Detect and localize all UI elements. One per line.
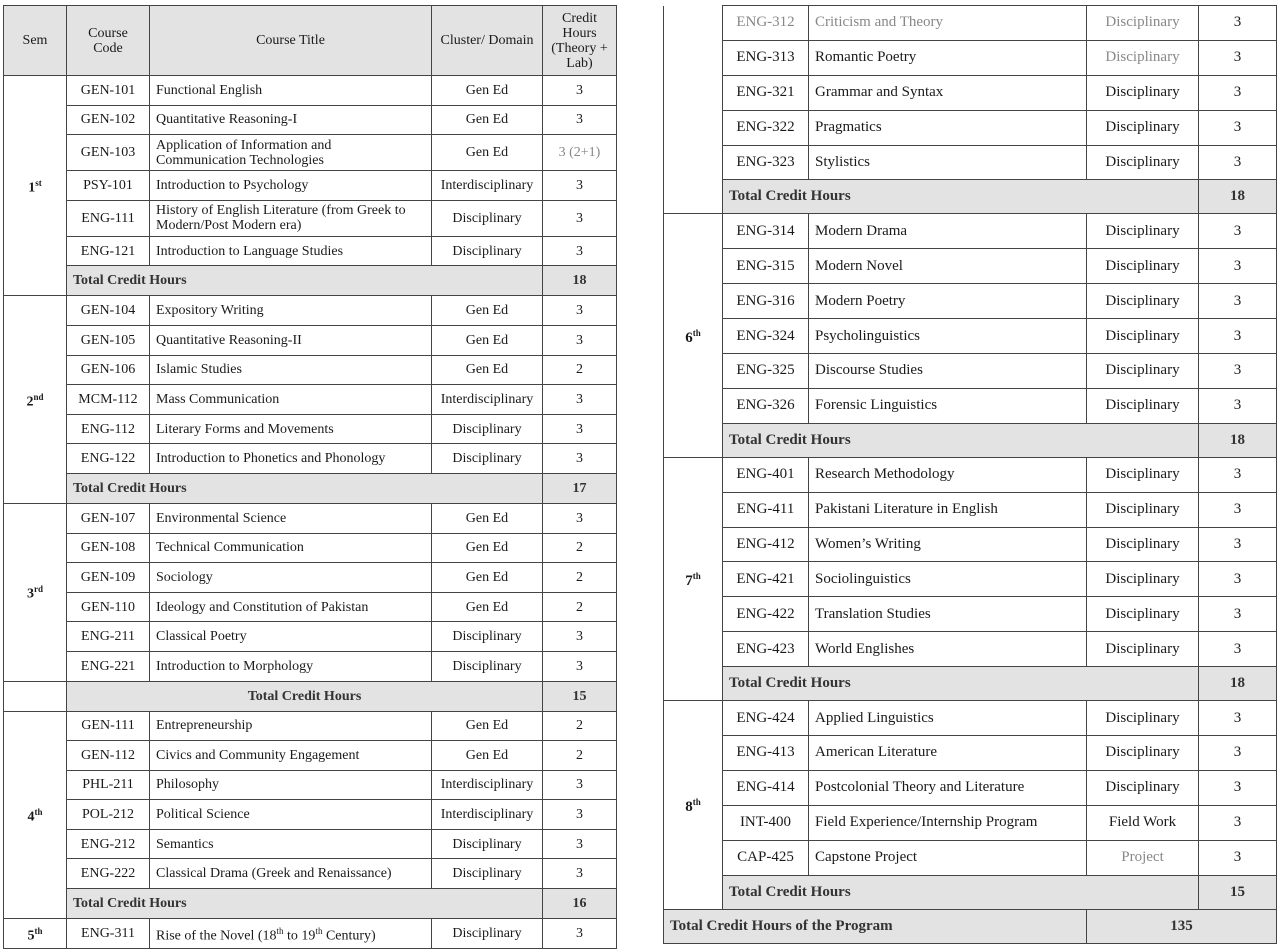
course-cluster: Gen Ed bbox=[432, 135, 543, 171]
course-cluster: Field Work bbox=[1087, 805, 1199, 840]
course-code: ENG-424 bbox=[723, 701, 809, 736]
course-title: Modern Poetry bbox=[809, 284, 1087, 319]
course-code: ENG-111 bbox=[67, 200, 150, 236]
course-cluster: Disciplinary bbox=[1087, 770, 1199, 805]
course-title: Women’s Writing bbox=[809, 527, 1087, 562]
total-value: 18 bbox=[1199, 180, 1277, 214]
course-credit: 3 bbox=[1199, 562, 1277, 597]
total-value: 15 bbox=[543, 681, 617, 711]
course-cluster: Interdisciplinary bbox=[432, 171, 543, 201]
course-title: Introduction to Psychology bbox=[150, 171, 432, 201]
semester-label: 6th bbox=[664, 214, 723, 457]
course-title: Modern Drama bbox=[809, 214, 1087, 249]
course-cluster: Disciplinary bbox=[432, 200, 543, 236]
course-code: ENG-321 bbox=[723, 75, 809, 110]
table-row bbox=[4, 770, 617, 800]
course-credit: 3 bbox=[543, 76, 617, 106]
table-row bbox=[4, 859, 617, 889]
course-code: GEN-111 bbox=[67, 711, 150, 741]
total-label: Total Credit Hours bbox=[723, 423, 1199, 457]
table-header-row bbox=[4, 6, 617, 76]
course-cluster: Disciplinary bbox=[1087, 145, 1199, 180]
table-row bbox=[4, 800, 617, 830]
curriculum-table-right bbox=[663, 5, 1277, 944]
course-cluster: Gen Ed bbox=[432, 325, 543, 355]
course-code: ENG-312 bbox=[723, 6, 809, 41]
course-credit: 3 bbox=[543, 829, 617, 859]
table-row bbox=[664, 701, 1277, 736]
table-row bbox=[4, 236, 617, 266]
total-label: Total Credit Hours bbox=[67, 266, 543, 296]
total-value: 18 bbox=[1199, 423, 1277, 457]
total-label: Total Credit Hours bbox=[67, 889, 543, 919]
course-cluster: Disciplinary bbox=[1087, 597, 1199, 632]
course-cluster: Disciplinary bbox=[432, 829, 543, 859]
course-title: Criticism and Theory bbox=[809, 6, 1087, 41]
course-title: Capstone Project bbox=[809, 840, 1087, 875]
course-cluster: Disciplinary bbox=[1087, 284, 1199, 319]
table-row bbox=[664, 457, 1277, 492]
course-credit: 3 bbox=[543, 105, 617, 135]
table-row bbox=[664, 110, 1277, 145]
course-code: ENG-325 bbox=[723, 354, 809, 389]
course-cluster: Disciplinary bbox=[432, 622, 543, 652]
course-credit: 3 bbox=[1199, 319, 1277, 354]
course-code: ENG-322 bbox=[723, 110, 809, 145]
course-credit: 3 bbox=[543, 444, 617, 474]
course-credit: 3 bbox=[1199, 527, 1277, 562]
semester-label: 4th bbox=[4, 711, 67, 919]
semester-label: 1st bbox=[4, 76, 67, 296]
course-code: GEN-107 bbox=[67, 503, 150, 533]
course-cluster: Disciplinary bbox=[1087, 736, 1199, 771]
course-title: Translation Studies bbox=[809, 597, 1087, 632]
course-cluster: Gen Ed bbox=[432, 711, 543, 741]
table-row bbox=[4, 533, 617, 563]
table-row bbox=[4, 325, 617, 355]
course-code: ENG-221 bbox=[67, 651, 150, 681]
course-code: ENG-412 bbox=[723, 527, 809, 562]
course-credit: 3 bbox=[543, 171, 617, 201]
course-cluster: Disciplinary bbox=[432, 414, 543, 444]
course-credit: 3 bbox=[543, 296, 617, 326]
course-title: Introduction to Phonetics and Phonology bbox=[150, 444, 432, 474]
table-row bbox=[4, 135, 617, 171]
course-title: Entrepreneurship bbox=[150, 711, 432, 741]
course-credit: 3 bbox=[543, 414, 617, 444]
course-code: ENG-411 bbox=[723, 492, 809, 527]
table-row bbox=[4, 741, 617, 771]
course-cluster: Disciplinary bbox=[1087, 701, 1199, 736]
course-title: Grammar and Syntax bbox=[809, 75, 1087, 110]
semester-total-row bbox=[664, 180, 1277, 214]
table-row bbox=[4, 711, 617, 741]
course-credit: 3 bbox=[1199, 388, 1277, 423]
table-row bbox=[4, 563, 617, 593]
total-label: Total Credit Hours bbox=[67, 473, 543, 503]
course-title: Applied Linguistics bbox=[809, 701, 1087, 736]
table-row bbox=[4, 829, 617, 859]
table-row bbox=[4, 76, 617, 106]
program-total-row bbox=[664, 909, 1277, 943]
course-code: ENG-414 bbox=[723, 770, 809, 805]
course-credit: 3 bbox=[543, 651, 617, 681]
course-code: ENG-326 bbox=[723, 388, 809, 423]
course-code: ENG-211 bbox=[67, 622, 150, 652]
course-credit: 3 bbox=[1199, 354, 1277, 389]
table-row bbox=[664, 249, 1277, 284]
table-row bbox=[664, 40, 1277, 75]
course-cluster: Gen Ed bbox=[432, 503, 543, 533]
course-code: GEN-105 bbox=[67, 325, 150, 355]
total-label: Total Credit Hours bbox=[723, 180, 1199, 214]
course-cluster: Disciplinary bbox=[1087, 457, 1199, 492]
course-title: Literary Forms and Movements bbox=[150, 414, 432, 444]
table-row bbox=[4, 385, 617, 415]
course-code: ENG-311 bbox=[67, 919, 150, 949]
course-title: Romantic Poetry bbox=[809, 40, 1087, 75]
course-title: History of English Literature (from Greek to Modern/Post Modern era) bbox=[150, 200, 432, 236]
course-title: Classical Drama (Greek and Renaissance) bbox=[150, 859, 432, 889]
course-credit: 3 bbox=[1199, 770, 1277, 805]
semester-total-row bbox=[4, 681, 617, 711]
course-title: Political Science bbox=[150, 800, 432, 830]
course-cluster: Gen Ed bbox=[432, 296, 543, 326]
total-value: 18 bbox=[1199, 667, 1277, 701]
course-cluster: Disciplinary bbox=[1087, 562, 1199, 597]
course-title: Modern Novel bbox=[809, 249, 1087, 284]
course-cluster: Disciplinary bbox=[432, 236, 543, 266]
course-code: GEN-101 bbox=[67, 76, 150, 106]
course-code: ENG-421 bbox=[723, 562, 809, 597]
course-credit: 3 bbox=[1199, 214, 1277, 249]
course-title: Civics and Community Engagement bbox=[150, 741, 432, 771]
course-cluster: Disciplinary bbox=[1087, 249, 1199, 284]
table-row bbox=[4, 171, 617, 201]
table-row bbox=[4, 200, 617, 236]
course-credit: 3 bbox=[1199, 40, 1277, 75]
table-row bbox=[664, 770, 1277, 805]
semester-label: 2nd bbox=[4, 296, 67, 504]
table-row bbox=[664, 492, 1277, 527]
table-row bbox=[664, 75, 1277, 110]
course-title: Introduction to Morphology bbox=[150, 651, 432, 681]
course-code: ENG-121 bbox=[67, 236, 150, 266]
course-code: ENG-122 bbox=[67, 444, 150, 474]
course-credit: 3 bbox=[1199, 736, 1277, 771]
course-title: Islamic Studies bbox=[150, 355, 432, 385]
course-credit: 3 bbox=[543, 770, 617, 800]
course-cluster: Disciplinary bbox=[1087, 319, 1199, 354]
course-title: Application of Information and Communication Technologies bbox=[150, 135, 432, 171]
table-row bbox=[4, 622, 617, 652]
semester-label: 8th bbox=[664, 701, 723, 909]
table-row bbox=[664, 145, 1277, 180]
course-cluster: Disciplinary bbox=[1087, 354, 1199, 389]
course-credit: 3 bbox=[1199, 6, 1277, 41]
table-row bbox=[664, 214, 1277, 249]
table-row bbox=[664, 6, 1277, 41]
course-title: Quantitative Reasoning-II bbox=[150, 325, 432, 355]
header-sem: Sem bbox=[4, 6, 67, 76]
course-code: GEN-102 bbox=[67, 105, 150, 135]
course-credit: 2 bbox=[543, 592, 617, 622]
course-code: PSY-101 bbox=[67, 171, 150, 201]
course-title: Psycholinguistics bbox=[809, 319, 1087, 354]
course-credit: 3 bbox=[1199, 457, 1277, 492]
course-code: GEN-104 bbox=[67, 296, 150, 326]
course-credit: 3 bbox=[1199, 805, 1277, 840]
course-code: GEN-108 bbox=[67, 533, 150, 563]
course-title: Classical Poetry bbox=[150, 622, 432, 652]
course-title: Forensic Linguistics bbox=[809, 388, 1087, 423]
course-code: ENG-323 bbox=[723, 145, 809, 180]
course-credit: 3 bbox=[1199, 840, 1277, 875]
course-credit: 3 bbox=[543, 200, 617, 236]
course-code: ENG-212 bbox=[67, 829, 150, 859]
total-value: 16 bbox=[543, 889, 617, 919]
program-total-value: 135 bbox=[1087, 909, 1277, 943]
course-code: GEN-110 bbox=[67, 592, 150, 622]
course-credit: 3 bbox=[1199, 632, 1277, 667]
course-credit: 3 bbox=[1199, 284, 1277, 319]
total-value: 17 bbox=[543, 473, 617, 503]
course-code: PHL-211 bbox=[67, 770, 150, 800]
semester-total-row bbox=[664, 667, 1277, 701]
course-title: Discourse Studies bbox=[809, 354, 1087, 389]
semester-total-row bbox=[664, 423, 1277, 457]
course-title: Technical Communication bbox=[150, 533, 432, 563]
course-title: Philosophy bbox=[150, 770, 432, 800]
course-title: Pragmatics bbox=[809, 110, 1087, 145]
course-code: POL-212 bbox=[67, 800, 150, 830]
course-credit: 3 bbox=[1199, 249, 1277, 284]
table-row bbox=[664, 597, 1277, 632]
course-cluster: Disciplinary bbox=[1087, 632, 1199, 667]
program-total-label: Total Credit Hours of the Program bbox=[664, 909, 1087, 943]
course-cluster: Disciplinary bbox=[1087, 527, 1199, 562]
table-row bbox=[664, 527, 1277, 562]
header-cluster: Cluster/ Domain bbox=[432, 6, 543, 76]
table-row bbox=[664, 840, 1277, 875]
course-credit: 3 bbox=[543, 859, 617, 889]
course-title: Semantics bbox=[150, 829, 432, 859]
course-code: ENG-413 bbox=[723, 736, 809, 771]
total-label: Total Credit Hours bbox=[67, 681, 543, 711]
course-title: Introduction to Language Studies bbox=[150, 236, 432, 266]
course-credit: 3 bbox=[1199, 597, 1277, 632]
semester-label: 7th bbox=[664, 457, 723, 700]
table-row bbox=[4, 651, 617, 681]
table-row bbox=[664, 562, 1277, 597]
table-row bbox=[4, 592, 617, 622]
semester-label: 3rd bbox=[4, 503, 67, 681]
course-cluster: Disciplinary bbox=[432, 859, 543, 889]
course-credit: 2 bbox=[543, 355, 617, 385]
table-row bbox=[664, 805, 1277, 840]
course-code: ENG-422 bbox=[723, 597, 809, 632]
course-cluster: Interdisciplinary bbox=[432, 770, 543, 800]
course-code: MCM-112 bbox=[67, 385, 150, 415]
course-credit: 2 bbox=[543, 741, 617, 771]
course-cluster: Disciplinary bbox=[432, 919, 543, 949]
course-credit: 3 bbox=[1199, 110, 1277, 145]
course-title: Sociolinguistics bbox=[809, 562, 1087, 597]
course-title: Research Methodology bbox=[809, 457, 1087, 492]
table-row bbox=[4, 503, 617, 533]
table-row bbox=[4, 105, 617, 135]
course-credit: 3 bbox=[543, 503, 617, 533]
course-title: Ideology and Constitution of Pakistan bbox=[150, 592, 432, 622]
course-code: ENG-222 bbox=[67, 859, 150, 889]
course-credit: 3 bbox=[543, 236, 617, 266]
course-title: Quantitative Reasoning-I bbox=[150, 105, 432, 135]
table-row bbox=[4, 414, 617, 444]
course-cluster: Gen Ed bbox=[432, 592, 543, 622]
course-cluster: Gen Ed bbox=[432, 105, 543, 135]
course-title: Sociology bbox=[150, 563, 432, 593]
course-cluster: Disciplinary bbox=[1087, 75, 1199, 110]
table-row bbox=[664, 388, 1277, 423]
course-code: ENG-313 bbox=[723, 40, 809, 75]
course-cluster: Disciplinary bbox=[1087, 214, 1199, 249]
semester-total-row bbox=[664, 875, 1277, 909]
course-title: Expository Writing bbox=[150, 296, 432, 326]
course-credit: 3 bbox=[543, 622, 617, 652]
course-credit: 2 bbox=[543, 533, 617, 563]
semester-total-row bbox=[4, 889, 617, 919]
course-code: ENG-112 bbox=[67, 414, 150, 444]
course-cluster: Disciplinary bbox=[432, 651, 543, 681]
course-code: GEN-103 bbox=[67, 135, 150, 171]
course-credit: 3 bbox=[543, 800, 617, 830]
course-cluster: Project bbox=[1087, 840, 1199, 875]
course-title: World Englishes bbox=[809, 632, 1087, 667]
table-row bbox=[4, 444, 617, 474]
course-code: CAP-425 bbox=[723, 840, 809, 875]
curriculum-table-left bbox=[3, 5, 617, 949]
course-title: Pakistani Literature in English bbox=[809, 492, 1087, 527]
header-credit-hours: Credit Hours (Theory + Lab) bbox=[543, 6, 617, 76]
course-code: ENG-316 bbox=[723, 284, 809, 319]
course-credit: 3 bbox=[1199, 75, 1277, 110]
total-label: Total Credit Hours bbox=[723, 667, 1199, 701]
course-code: ENG-423 bbox=[723, 632, 809, 667]
course-title: Field Experience/Internship Program bbox=[809, 805, 1087, 840]
course-cluster: Disciplinary bbox=[1087, 388, 1199, 423]
table-row bbox=[4, 919, 617, 949]
course-title: Mass Communication bbox=[150, 385, 432, 415]
course-code: GEN-112 bbox=[67, 741, 150, 771]
course-code: ENG-315 bbox=[723, 249, 809, 284]
table-row bbox=[664, 736, 1277, 771]
semester-total-row bbox=[4, 473, 617, 503]
course-credit: 2 bbox=[543, 563, 617, 593]
table-row bbox=[664, 284, 1277, 319]
table-row bbox=[664, 319, 1277, 354]
course-credit: 3 bbox=[1199, 145, 1277, 180]
course-cluster: Interdisciplinary bbox=[432, 800, 543, 830]
course-cluster: Gen Ed bbox=[432, 533, 543, 563]
table-row bbox=[664, 632, 1277, 667]
semester-label: 5th bbox=[4, 919, 67, 949]
course-cluster: Disciplinary bbox=[1087, 110, 1199, 145]
course-cluster: Disciplinary bbox=[1087, 492, 1199, 527]
course-code: GEN-109 bbox=[67, 563, 150, 593]
semester-total-row bbox=[4, 266, 617, 296]
course-code: INT-400 bbox=[723, 805, 809, 840]
course-credit: 2 bbox=[543, 711, 617, 741]
course-title: Functional English bbox=[150, 76, 432, 106]
course-code: GEN-106 bbox=[67, 355, 150, 385]
header-course-title: Course Title bbox=[150, 6, 432, 76]
course-credit: 3 bbox=[543, 325, 617, 355]
course-code: ENG-314 bbox=[723, 214, 809, 249]
table-row bbox=[4, 355, 617, 385]
table-row bbox=[4, 296, 617, 326]
course-cluster: Disciplinary bbox=[432, 444, 543, 474]
total-value: 15 bbox=[1199, 875, 1277, 909]
table-row bbox=[664, 354, 1277, 389]
course-credit: 3 bbox=[1199, 492, 1277, 527]
course-credit: 3 (2+1) bbox=[543, 135, 617, 171]
total-label: Total Credit Hours bbox=[723, 875, 1199, 909]
course-cluster: Gen Ed bbox=[432, 741, 543, 771]
course-cluster: Gen Ed bbox=[432, 76, 543, 106]
course-credit: 3 bbox=[1199, 701, 1277, 736]
header-course-code: Course Code bbox=[67, 6, 150, 76]
total-value: 18 bbox=[543, 266, 617, 296]
course-cluster: Gen Ed bbox=[432, 563, 543, 593]
course-title: Environmental Science bbox=[150, 503, 432, 533]
course-title: American Literature bbox=[809, 736, 1087, 771]
course-code: ENG-324 bbox=[723, 319, 809, 354]
course-title: Rise of the Novel (18th to 19th Century) bbox=[150, 919, 432, 949]
course-code: ENG-401 bbox=[723, 457, 809, 492]
course-cluster: Gen Ed bbox=[432, 355, 543, 385]
course-title: Stylistics bbox=[809, 145, 1087, 180]
course-cluster: Disciplinary bbox=[1087, 6, 1199, 41]
course-cluster: Interdisciplinary bbox=[432, 385, 543, 415]
course-credit: 3 bbox=[543, 385, 617, 415]
course-credit: 3 bbox=[543, 919, 617, 949]
course-cluster: Disciplinary bbox=[1087, 40, 1199, 75]
course-title: Postcolonial Theory and Literature bbox=[809, 770, 1087, 805]
